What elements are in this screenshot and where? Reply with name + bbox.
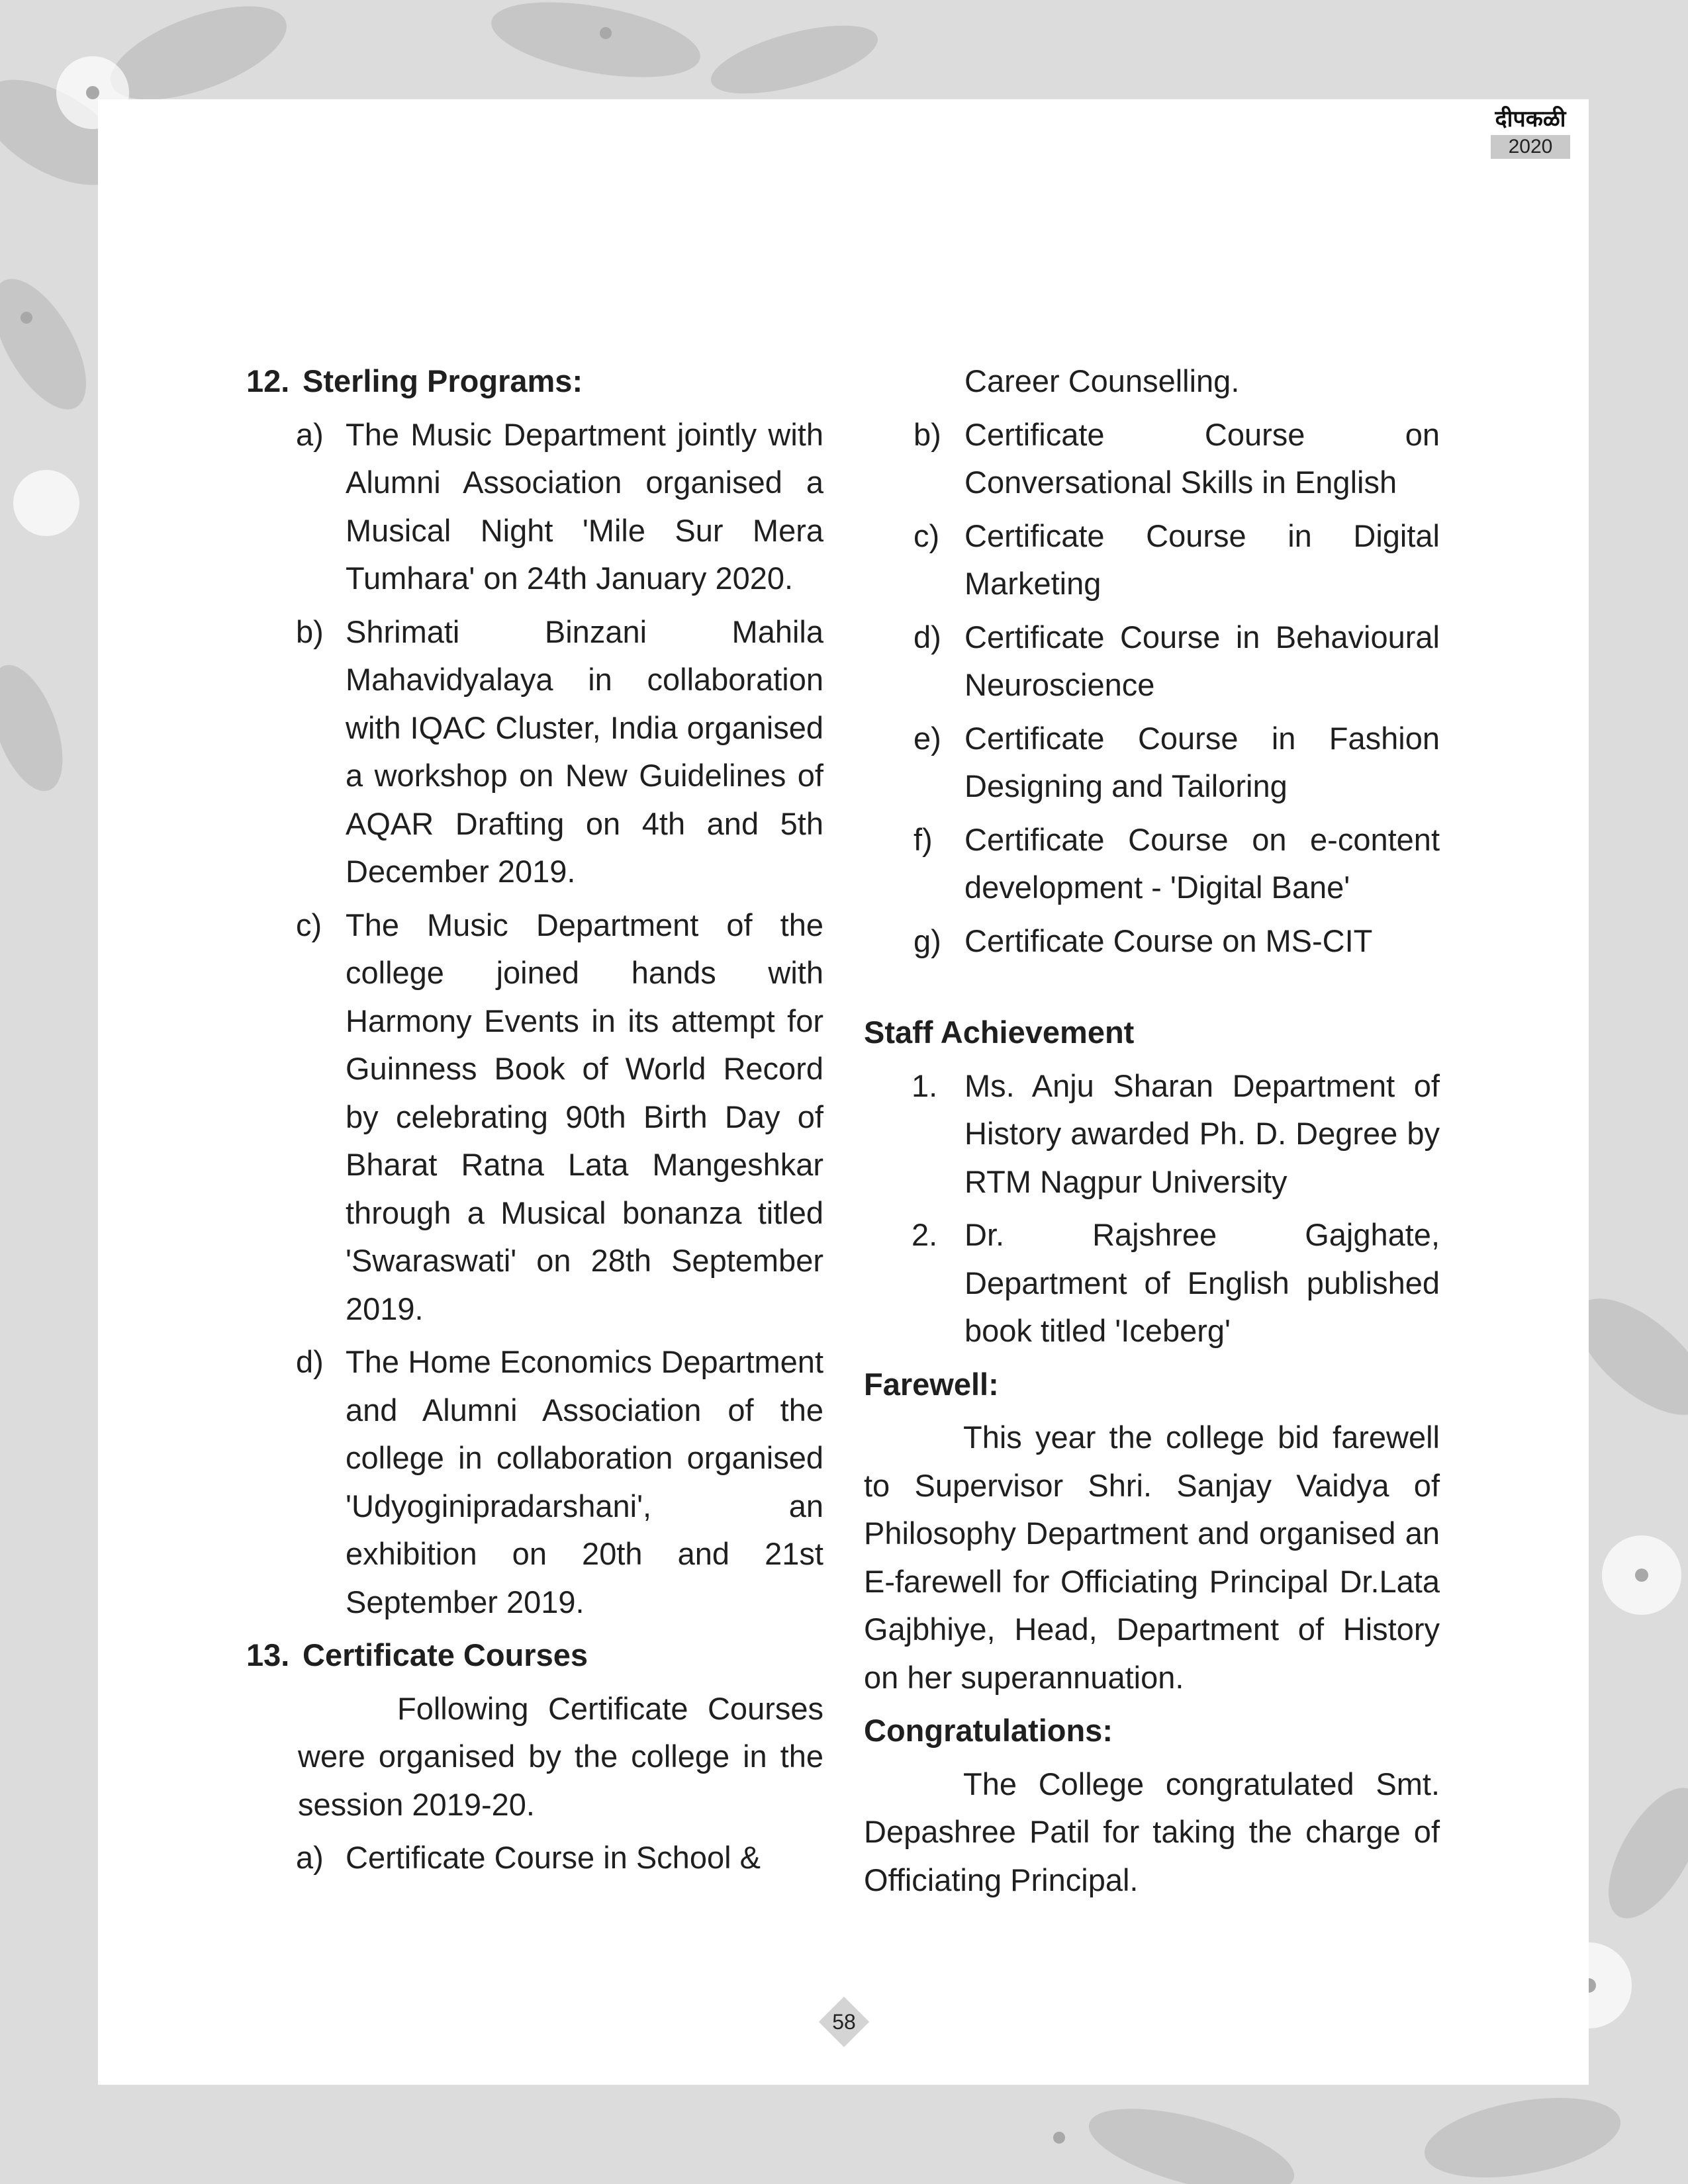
list-text: Certificate Course on Conversational Skills in English — [964, 416, 1440, 500]
list-item — [864, 411, 1440, 507]
list-text: Certificate Course on MS-CIT — [964, 923, 1373, 958]
congratulations-heading: Congratulations: — [864, 1713, 1113, 1748]
list-item — [246, 901, 823, 1334]
list-marker: 1. — [912, 1068, 938, 1103]
section-title: Sterling Programs: — [303, 363, 583, 398]
list-text: Dr. Rajshree Gajghate, Department of English published book titled 'Iceberg' — [964, 1217, 1440, 1348]
list-item — [246, 1338, 823, 1626]
list-text: Shrimati Binzani Mahila Mahavidyalaya in collaboration with IQAC Cluster, India organised a workshop on New Guidelines of AQAR Drafting on 4th and 5th December 2019. — [346, 614, 823, 889]
list-continuation: Career Counselling. — [964, 363, 1240, 398]
magazine-title: दीपकळी — [1495, 106, 1566, 132]
list-item — [864, 512, 1440, 608]
list-text: Certificate Course in Fashion Designing and Tailoring — [964, 720, 1440, 803]
list-text: Certificate Course in Digital Marketing — [964, 518, 1440, 601]
section-number: 13. — [246, 1637, 290, 1672]
list-marker: d) — [914, 619, 941, 655]
masthead — [1491, 106, 1570, 159]
list-item — [864, 917, 1440, 966]
right-column — [864, 357, 1440, 1909]
list-text: The Music Department of the college joined hands with Harmony Events in its attempt for Guinness Book of World Record by celebrating 90th Birth Day of Bharat Ratna Lata Mangeshkar through a Musical bonanza titled 'Swaraswati' on 28th September 2019. — [346, 907, 823, 1326]
farewell-text: This year the college bid farewell to Supervisor Shri. Sanjay Vaidya of Philosophy Department and organised an E-farewell for Officiating Principal Dr.Lata Gajbhiye, Head, Department of History on her superannuation. — [864, 1420, 1440, 1695]
list-marker: f) — [914, 821, 933, 857]
list-marker: a) — [296, 416, 324, 452]
list-item — [246, 411, 823, 603]
list-text: Certificate Course in Behavioural Neuroscience — [964, 619, 1440, 702]
list-marker: c) — [296, 907, 322, 942]
staff-achievement-heading: Staff Achievement — [864, 1015, 1135, 1050]
magazine-year: 2020 — [1491, 135, 1570, 159]
list-text: Certificate Course on e-content development - 'Digital Bane' — [964, 821, 1440, 905]
list-marker: e) — [914, 720, 941, 756]
list-marker: d) — [296, 1344, 324, 1379]
list-item — [864, 1211, 1440, 1355]
list-marker: c) — [914, 518, 940, 553]
list-item — [864, 816, 1440, 912]
section-12-heading — [246, 357, 823, 406]
list-marker: b) — [296, 614, 324, 649]
list-marker: g) — [914, 923, 941, 958]
list-text: The Music Department jointly with Alumni Association organised a Musical Night 'Mile Sur Mera Tumhara' on 24th January 2020. — [346, 416, 823, 596]
list-text: Ms. Anju Sharan Department of History awarded Ph. D. Degree by RTM Nagpur University — [964, 1068, 1440, 1199]
list-item — [864, 715, 1440, 811]
list-item — [864, 1062, 1440, 1206]
list-text: The Home Economics Department and Alumni Association of the college in collaboration organised 'Udyoginipradarshani', an exhibition on 20th and 21st September 2019. — [346, 1344, 823, 1619]
list-item — [246, 608, 823, 896]
list-marker: b) — [914, 416, 941, 452]
list-marker: a) — [296, 1840, 324, 1875]
congratulations-text: The College congratulated Smt. Depashree Patil for taking the charge of Officiating Principal. — [864, 1766, 1440, 1897]
left-column — [246, 357, 823, 1888]
section-number: 12. — [246, 363, 290, 398]
list-marker: 2. — [912, 1217, 938, 1252]
section-13-intro: Following Certificate Courses were organised by the college in the session 2019-20. — [298, 1690, 823, 1822]
list-text: Certificate Course in School & — [346, 1840, 761, 1875]
page-number-badge — [818, 1996, 870, 2048]
farewell-heading: Farewell: — [864, 1366, 999, 1402]
section-title: Certificate Courses — [303, 1637, 588, 1672]
page-number: 58 — [832, 2010, 856, 2034]
list-item — [246, 1834, 823, 1882]
spacer — [864, 970, 1440, 1009]
list-item — [864, 614, 1440, 709]
section-13-heading — [246, 1631, 823, 1680]
